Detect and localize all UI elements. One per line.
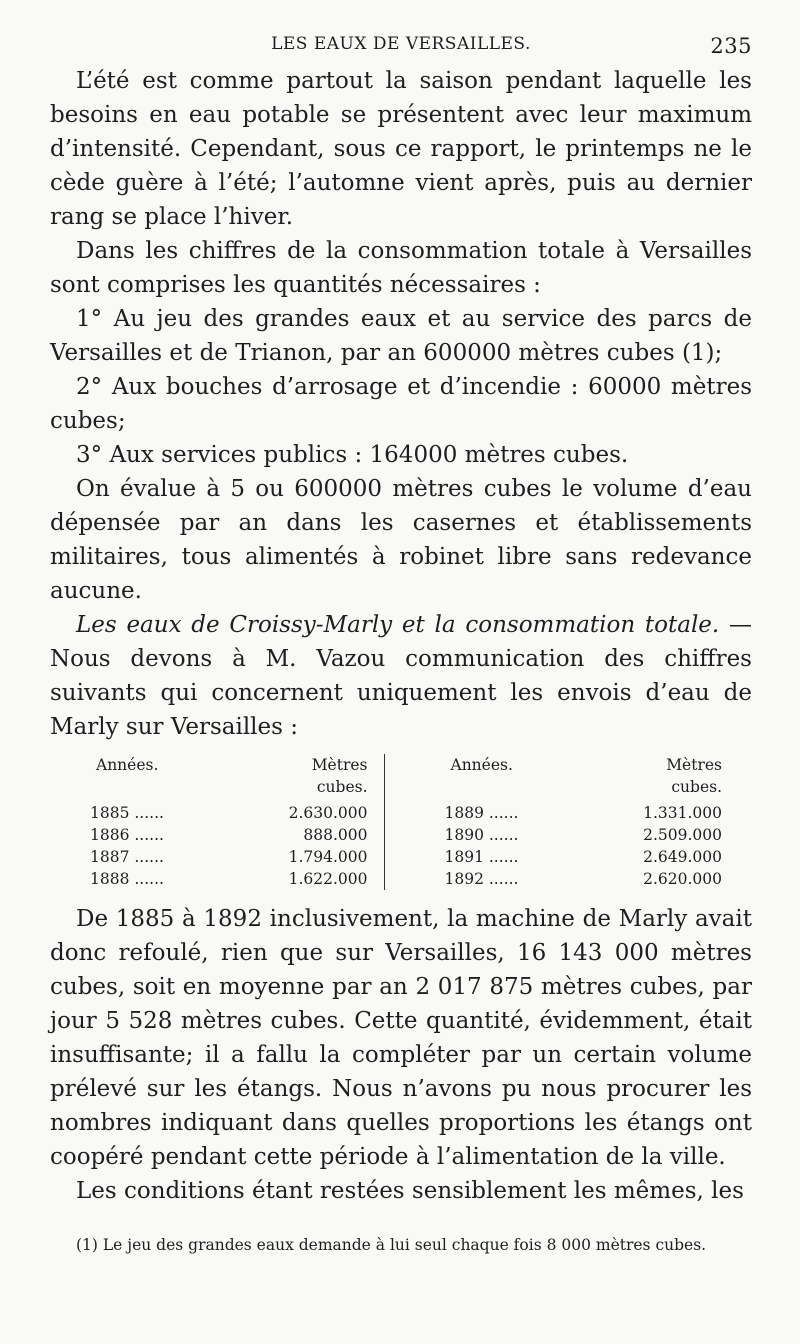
row-volume: 1.622.000 (288, 870, 368, 888)
table-row (445, 868, 723, 890)
table-row (90, 824, 368, 846)
table-row (90, 868, 368, 890)
table-row (445, 824, 723, 846)
paragraph-8: De 1885 à 1892 inclusivement, la machine de Marly avait donc refoulé, rien que sur Versailles, 16 143 000 mètres cubes, soit en moyenne par an 2 017 875 mètres cubes, par jour 5 528 mètres cubes. Cette quantité, évidemment, était insuffisante; il a fallu la compléter par un certain volume prélevé sur les étangs. Nous n’avons pu nous procurer les nombres indiquant dans quelles proportions les étangs ont coopéré pendant cette période à l’alimentation de la ville. (50, 906, 752, 1170)
row-volume: 2.620.000 (643, 870, 722, 888)
table-header-right (445, 754, 723, 798)
paragraph-7-body: Nous devons à M. Vazou communication des chiffres suivants qui concernent uniquement les envois d’eau de Marly sur Versailles : (50, 646, 752, 740)
running-title: LES EAUX DE VERSAILLES. (271, 34, 531, 54)
row-year: 1888 ...... (90, 870, 164, 888)
running-head (50, 34, 752, 64)
row-volume: 1.331.000 (643, 804, 722, 822)
table-row (445, 802, 723, 824)
paragraph-5: 3° Aux services publics : 164000 mètres cubes. (76, 442, 629, 468)
table-row (90, 802, 368, 824)
table-row (90, 846, 368, 868)
row-year: 1891 ...... (444, 848, 519, 866)
table-row (445, 846, 723, 868)
row-year: 1886 ...... (90, 826, 164, 844)
paragraph-4: 2° Aux bouches d’arrosage et d’incendie : 60000 mètres cubes; (50, 374, 752, 434)
paragraph-6: On évalue à 5 ou 600000 mètres cubes le volume d’eau dépensée par an dans les casernes et établissements militaires, tous alimentés à robinet libre sans redevance aucune. (50, 476, 752, 604)
row-year: 1887 ...... (90, 848, 164, 866)
row-volume: 2.630.000 (288, 804, 368, 822)
table-column-right (385, 754, 753, 890)
header-volume: Mètres cubes. (666, 756, 722, 796)
header-volume: Mètres cubes. (311, 756, 368, 796)
footnote: (1) Le jeu des grandes eaux demande à lui seul chaque fois 8 000 mètres cubes. (76, 1236, 707, 1254)
row-volume: 2.649.000 (643, 848, 722, 866)
row-volume: 888.000 (303, 826, 368, 844)
marly-volume-table (50, 754, 752, 890)
paragraph-9: Les conditions étant restées sensiblement les mêmes, les (76, 1178, 744, 1204)
row-volume: 2.509.000 (643, 826, 722, 844)
table-header-left (90, 754, 368, 798)
table-column-left (50, 754, 385, 890)
row-year: 1890 ...... (444, 826, 519, 844)
row-year: 1892 ...... (444, 870, 519, 888)
paragraph-3: 1° Au jeu des grandes eaux et au service des parcs de Versailles et de Trianon, par an 600000 mètres cubes (1); (50, 306, 752, 366)
paragraph-1: L’été est comme partout la saison pendant laquelle les besoins en eau potable se présentent avec leur maximum d’intensité. Cependant, sous ce rapport, le printemps ne le cède guère à l’été; l’automne vient après, puis au dernier rang se place l’hiver. (50, 68, 752, 230)
heading-dash: — (719, 612, 752, 638)
row-year: 1885 ...... (90, 804, 164, 822)
header-year: Années. (450, 756, 513, 774)
paragraph-2: Dans les chiffres de la consommation totale à Versailles sont comprises les quantités nécessaires : (50, 238, 752, 298)
page-number: 235 (710, 34, 752, 58)
header-year: Années. (96, 756, 159, 774)
section-heading: Les eaux de Croissy-Marly et la consommation totale. (76, 612, 720, 638)
paragraph-7 (50, 608, 752, 744)
row-year: 1889 ...... (444, 804, 519, 822)
row-volume: 1.794.000 (288, 848, 368, 866)
